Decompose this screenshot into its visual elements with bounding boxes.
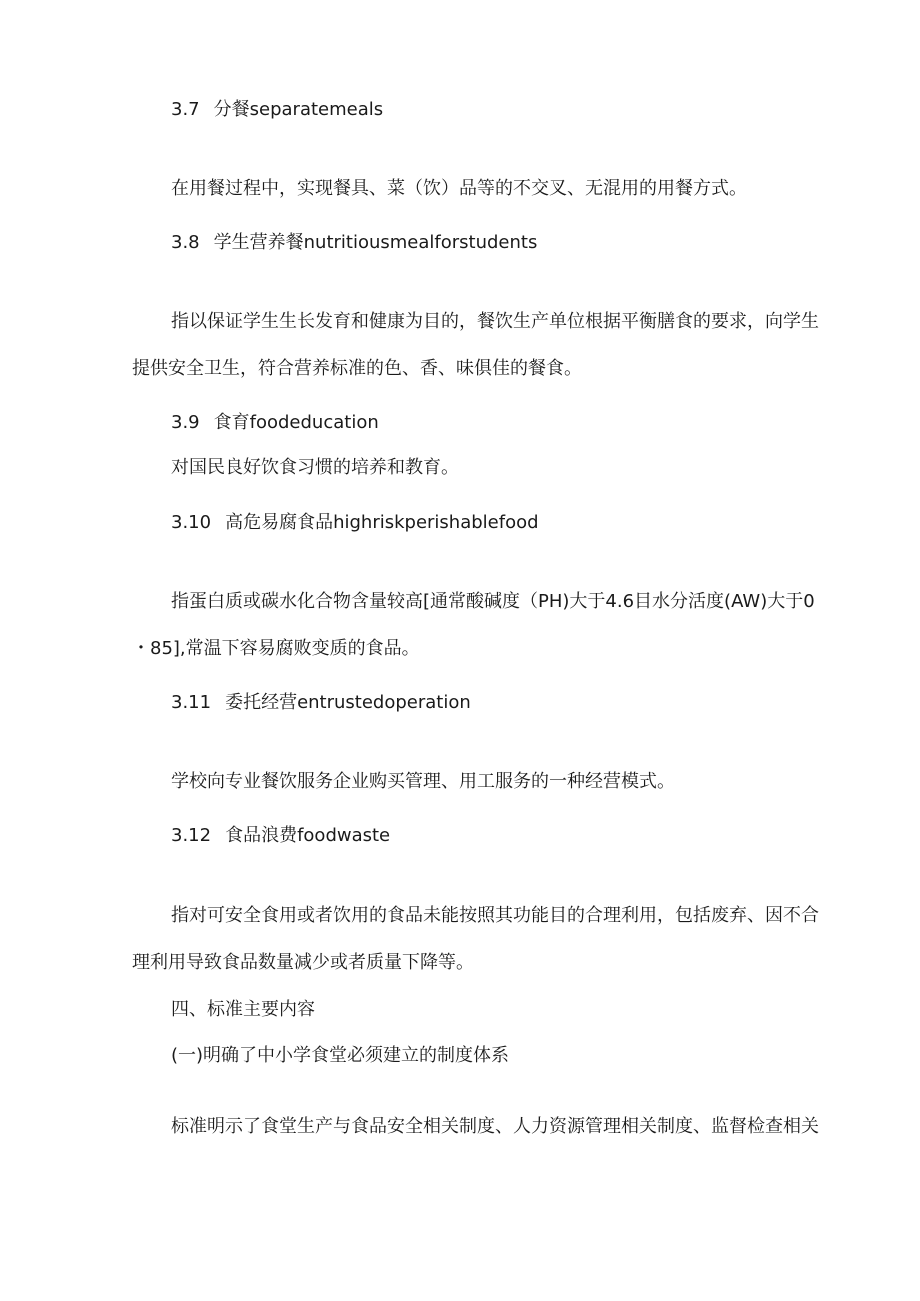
section-heading-3-11	[171, 691, 471, 715]
section-number: 3.9	[171, 412, 200, 433]
section-number: 3.12	[171, 825, 212, 846]
section-heading-3-8	[171, 231, 537, 255]
section-number: 3.7	[171, 99, 200, 120]
paragraph-line: 指以保证学生生长发育和健康为目的，餐饮生产单位根据平衡膳食的要求，向学生	[171, 311, 819, 332]
section-heading-3-7	[171, 98, 383, 122]
paragraph-line: 提供安全卫生，符合营养标准的色、香、味俱佳的餐食。	[132, 358, 582, 379]
paragraph-line: ・85],常温下容易腐败变质的食品。	[132, 638, 420, 659]
paragraph-line: 指蛋白质或碳水化合物含量较高[通常酸碱度（PH)大于4.6目水分活度(AW)大于0	[171, 591, 815, 612]
paragraph: 学校向专业餐饮服务企业购买管理、用工服务的一种经营模式。	[171, 771, 675, 792]
paragraph: 在用餐过程中，实现餐具、菜（饮）品等的不交叉、无混用的用餐方式。	[171, 178, 747, 199]
section-number: 3.8	[171, 232, 200, 253]
section-heading-3-9	[171, 411, 379, 435]
subsection-heading: (一)明确了中小学食堂必须建立的制度体系	[171, 1045, 510, 1066]
section-title: 委托经营entrustedoperation	[225, 692, 471, 713]
section-title: 分餐separatemeals	[213, 99, 384, 120]
paragraph: 标准明示了食堂生产与食品安全相关制度、人力资源管理相关制度、监督检查相关	[171, 1116, 819, 1137]
section-number: 3.10	[171, 512, 212, 533]
paragraph-line: 指对可安全食用或者饮用的食品未能按照其功能目的合理利用，包括废弃、因不合	[171, 905, 819, 926]
section-title: 食育foodeducation	[213, 412, 379, 433]
section-title: 高危易腐食品highriskperishablefood	[225, 512, 539, 533]
paragraph: 对国民良好饮食习惯的培养和教育。	[171, 457, 459, 478]
section-heading-3-12	[171, 824, 390, 848]
section-number: 3.11	[171, 692, 212, 713]
paragraph-line: 理利用导致食品数量减少或者质量下降等。	[132, 952, 474, 973]
chapter-heading: 四、标准主要内容	[171, 999, 315, 1020]
section-title: 学生营养餐nutritiousmealforstudents	[213, 232, 538, 253]
section-heading-3-10	[171, 511, 539, 535]
section-title: 食品浪费foodwaste	[225, 825, 391, 846]
